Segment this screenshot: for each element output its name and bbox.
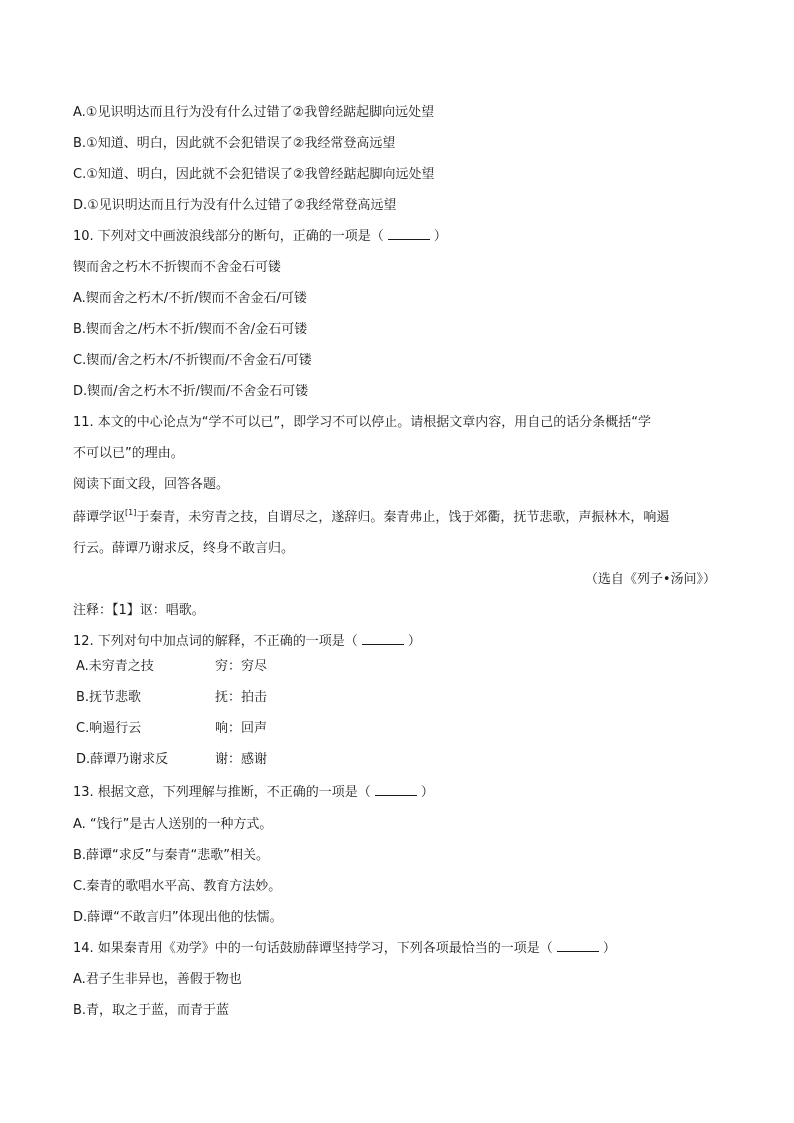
q13-stem — [73, 783, 734, 803]
q14-option-a: A.君子生非异也，善假于物也 — [73, 972, 242, 987]
q11-stem-line2: 不可以已”的理由。 — [73, 446, 184, 461]
q14-stem — [73, 939, 734, 959]
passage-note: 注释：【1】讴：唱歌。 — [73, 603, 205, 618]
reading-instruction: 阅读下面文段，回答各题。 — [73, 477, 230, 492]
q12-stem-close: ） — [407, 634, 421, 649]
q14-stem-text: 14. 如果秦青用《劝学》中的一句话鼓励薛谭坚持学习，下列各项最恰当的一项是（ — [73, 941, 553, 956]
q12-option-a: A.未穷青之技 — [76, 659, 154, 674]
q12-option-b-gloss: 抚：拍击 — [215, 690, 268, 705]
q14-stem-close: ） — [602, 941, 616, 956]
q10-option-c: C.锲而/舍之朽木/不折锲而/不舍金石/可镂 — [73, 353, 312, 368]
q13-option-d: D.薛谭“不敢言归”体现出他的怯懦。 — [73, 910, 283, 925]
answer-blank[interactable] — [375, 783, 417, 796]
q9-option-a: A.①见识明达而且行为没有什么过错了②我曾经踮起脚向远处望 — [73, 105, 435, 120]
q13-option-a: A. “饯行”是古人送别的一种方式。 — [73, 817, 273, 832]
footnote-marker: [1] — [125, 508, 137, 517]
answer-blank[interactable] — [388, 227, 430, 240]
q12-option-a-gloss: 穷：穷尽 — [215, 659, 268, 674]
q10-option-d: D.锲而/舍之朽木不折/锲而/不舍金石可镂 — [73, 384, 309, 399]
passage-text-a: 薛谭学讴 — [73, 510, 126, 525]
passage-text-b: 于秦青，未穷青之技，自谓尽之，遂辞归。秦青弗止，饯于郊衢，抚节悲歌，声振林木，响遏 — [136, 510, 670, 525]
q13-stem-text: 13. 根据文意，下列理解与推断，不正确的一项是（ — [73, 785, 371, 800]
answer-blank[interactable] — [557, 939, 599, 952]
q12-option-b: B.抚节悲歌 — [76, 690, 142, 705]
q12-stem — [73, 632, 734, 652]
q9-option-d: D.①见识明达而且行为没有什么过错了②我经常登高远望 — [73, 198, 397, 213]
q12-option-c: C.响遏行云 — [76, 721, 142, 736]
passage-line-2: 行云。薛谭乃谢求反，终身不敢言归。 — [73, 541, 295, 556]
q13-option-c: C.秦青的歌唱水平高、教育方法妙。 — [73, 879, 282, 894]
q13-stem-close: ） — [420, 785, 434, 800]
q9-option-c: C.①知道、明白，因此就不会犯错误了②我曾经踮起脚向远处望 — [73, 167, 435, 182]
q10-stem — [73, 227, 734, 247]
q12-stem-text: 12. 下列对句中加点词的解释，不正确的一项是（ — [73, 634, 358, 649]
passage-source: （选自《列子•汤问》） — [584, 572, 716, 587]
passage-line-1 — [73, 508, 734, 528]
q11-stem-line1: 11. 本文的中心论点为“学不可以已”，即学习不可以停止。请根据文章内容，用自己的话分条概括“学 — [73, 415, 652, 430]
q10-passage: 锲而舍之朽木不折锲而不舍金石可镂 — [73, 260, 282, 275]
q12-option-d-gloss: 谢：感谢 — [215, 752, 268, 767]
q10-option-b: B.锲而舍之/朽木不折/锲而不舍/金石可镂 — [73, 322, 308, 337]
q12-option-d: D.薛谭乃谢求反 — [76, 752, 169, 767]
q10-stem-close: ） — [433, 229, 447, 244]
q10-option-a: A.锲而舍之朽木/不折/锲而不舍金石/可镂 — [73, 291, 307, 306]
q12-option-c-gloss: 响：回声 — [215, 721, 268, 736]
q10-stem-text: 10. 下列对文中画波浪线部分的断句，正确的一项是（ — [73, 229, 384, 244]
q9-option-b: B.①知道、明白，因此就不会犯错误了②我经常登高远望 — [73, 136, 396, 151]
answer-blank[interactable] — [362, 632, 404, 645]
q14-option-b: B.青，取之于蓝，而青于蓝 — [73, 1003, 230, 1018]
q13-option-b: B.薛谭“求反”与秦青“悲歌”相关。 — [73, 848, 269, 863]
